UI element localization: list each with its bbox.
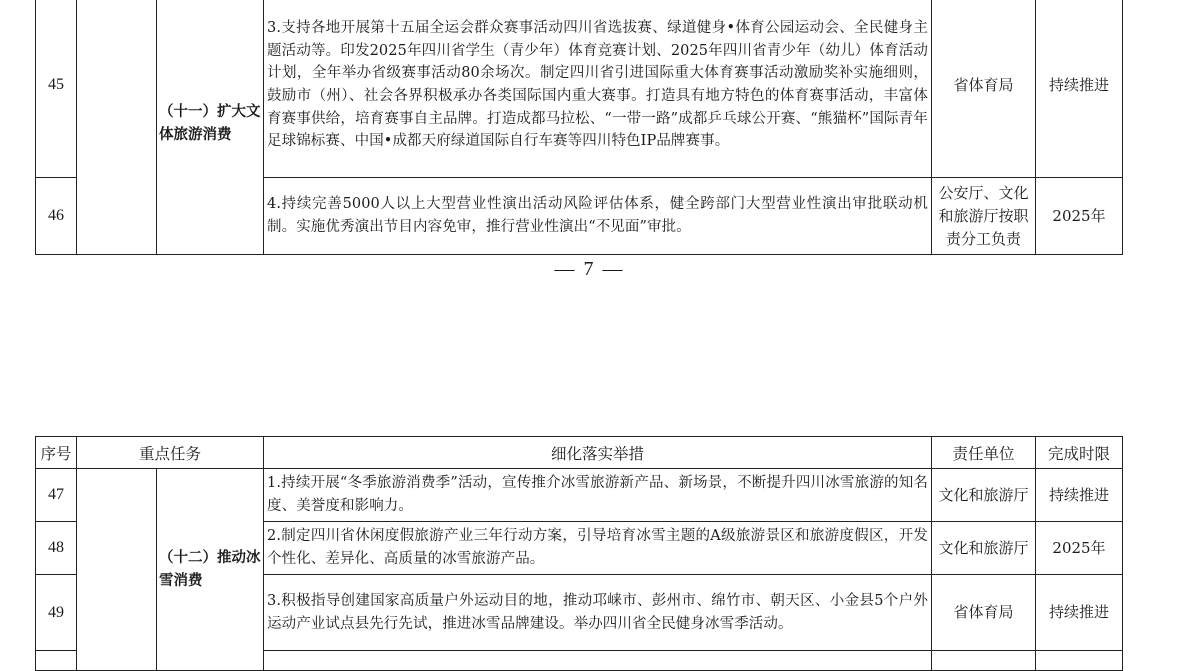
responsible-unit: 省体育局 <box>932 575 1036 651</box>
measure-text: 3.积极指导创建国家高质量户外运动目的地，推动邛崃市、彭州市、绵竹市、朝天区、小金县5个户外运动产业试点县先行先试，推进冰雪品牌建设。举办四川省全民健身冰雪季活动。 <box>264 575 932 651</box>
page-number: — 7 — <box>554 258 625 280</box>
header-measure: 细化落实举措 <box>264 437 932 469</box>
deadline: 2025年 <box>1036 178 1123 255</box>
row-number: 49 <box>36 575 77 651</box>
deadline: 2025年 <box>1036 522 1123 575</box>
header-task: 重点任务 <box>77 437 264 469</box>
header-no: 序号 <box>36 437 77 469</box>
measure-partial <box>264 651 932 671</box>
row-number: 45 <box>36 0 77 178</box>
header-time: 完成时限 <box>1036 437 1123 469</box>
responsible-unit: 省体育局 <box>932 0 1036 178</box>
responsible-unit: 公安厅、文化和旅游厅按职责分工负责 <box>932 178 1036 255</box>
measure-text: 1.持续开展“冬季旅游消费季”活动，宣传推介冰雪旅游新产品、新场景，不断提升四川冰雪旅游的知名度、美誉度和影响力。 <box>264 469 932 522</box>
responsible-unit: 文化和旅游厅 <box>932 522 1036 575</box>
measure-text: 3.支持各地开展第十五届全运会群众赛事活动四川省选拔赛、绿道健身•体育公园运动会、全民健身主题活动等。印发2025年四川省学生（青少年）体育竞赛计划、2025年四川省青少年（幼儿）体育活动计划，全年举办省级赛事活动80余场次。制定四川省引进国际重大体育赛事活动激励奖补实施细则，鼓励市（州）、社会各界积极承办各类国际国内重大赛事。打造具有地方特色的体育赛事活动，丰富体育赛事供给，培育赛事自主品牌。打造成都马拉松、“一带一路”成都乒乓球公开赛、“熊猫杯”国际青年足球锦标赛、中国•成都天府绿道国际自行车赛等四川特色IP品牌赛事。 <box>264 0 932 178</box>
row-number: 46 <box>36 178 77 255</box>
table-row <box>36 0 1123 178</box>
deadline: 持续推进 <box>1036 469 1123 522</box>
measure-text: 4.持续完善5000人以上大型营业性演出活动风险评估体系，健全跨部门大型营业性演出审批联动机制。实施优秀演出节目内容免审，推行营业性演出“不见面”审批。 <box>264 178 932 255</box>
deadline: 持续推进 <box>1036 575 1123 651</box>
header-unit: 责任单位 <box>932 437 1036 469</box>
unit-partial <box>932 651 1036 671</box>
measure-text: 2.制定四川省休闲度假旅游产业三年行动方案，引导培育冰雪主题的A级旅游景区和旅游度假区，开发个性化、差异化、高质量的冰雪旅游产品。 <box>264 522 932 575</box>
table-row <box>36 469 1123 522</box>
row-number-partial <box>36 651 77 671</box>
task-category: （十一）扩大文体旅游消费 <box>157 0 264 255</box>
bottom-table <box>35 436 1123 671</box>
task-category: （十二）推动冰雪消费 <box>157 469 264 671</box>
task-blank-cell <box>77 0 157 255</box>
table-header-row <box>36 437 1123 469</box>
time-partial <box>1036 651 1123 671</box>
responsible-unit: 文化和旅游厅 <box>932 469 1036 522</box>
deadline: 持续推进 <box>1036 0 1123 178</box>
task-blank-cell <box>77 469 157 671</box>
row-number: 47 <box>36 469 77 522</box>
top-table <box>35 0 1123 255</box>
row-number: 48 <box>36 522 77 575</box>
